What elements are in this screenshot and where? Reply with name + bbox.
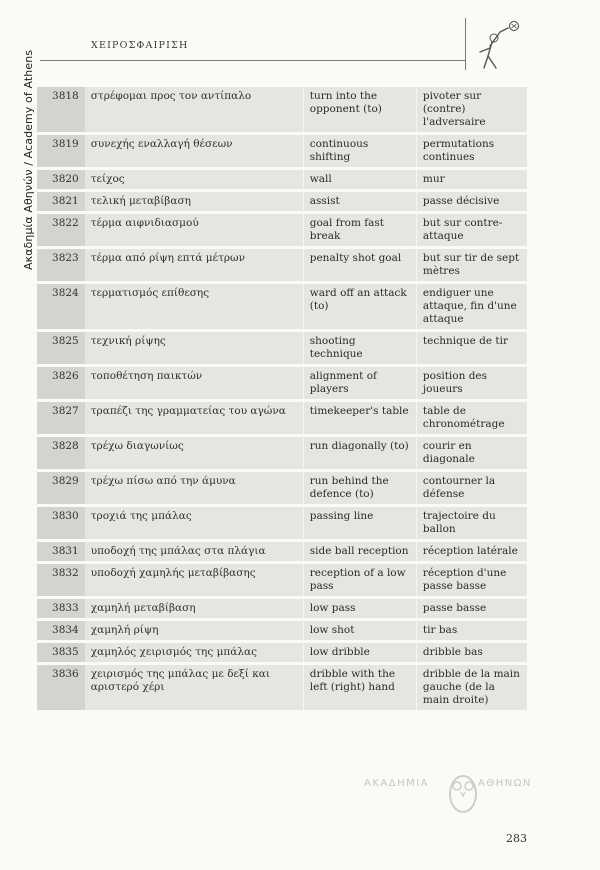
table-row: [37, 249, 527, 281]
english-term: dribble with the left (right) hand: [303, 665, 416, 710]
greek-term: στρέφομαι προς τον αντίπαλο: [85, 87, 303, 132]
french-term: réception latérale: [416, 542, 527, 561]
table-row: [37, 665, 527, 710]
english-term: turn into the opponent (to): [303, 87, 416, 132]
english-term: low dribble: [303, 643, 416, 662]
english-term: goal from fast break: [303, 214, 416, 246]
entry-number: 3825: [37, 332, 85, 364]
entry-number: 3831: [37, 542, 85, 561]
french-term: courir en diagonale: [416, 437, 527, 469]
english-term: side ball reception: [303, 542, 416, 561]
table-row: [37, 437, 527, 469]
english-term: continuous shifting: [303, 135, 416, 167]
entry-number: 3836: [37, 665, 85, 710]
greek-term: τερματισμός επίθεσης: [85, 284, 303, 329]
french-term: passe décisive: [416, 192, 527, 211]
table-row: [37, 472, 527, 504]
greek-term: τείχος: [85, 170, 303, 189]
french-term: pivoter sur (contre) l'adversaire: [416, 87, 527, 132]
entry-number: 3824: [37, 284, 85, 329]
entry-number: 3826: [37, 367, 85, 399]
french-term: dribble de la main gauche (de la main droite): [416, 665, 527, 710]
header-logo: [465, 18, 526, 70]
entry-number: 3827: [37, 402, 85, 434]
greek-term: τεχνική ρίψης: [85, 332, 303, 364]
table-row: [37, 214, 527, 246]
greek-term: τρέχω διαγωνίως: [85, 437, 303, 469]
header-rule: [40, 60, 465, 61]
greek-term: χαμηλός χειρισμός της μπάλας: [85, 643, 303, 662]
page-number: 283: [506, 832, 527, 845]
entry-number: 3823: [37, 249, 85, 281]
entry-number: 3830: [37, 507, 85, 539]
french-term: table de chronométrage: [416, 402, 527, 434]
english-term: shooting technique: [303, 332, 416, 364]
french-term: but sur contre-attaque: [416, 214, 527, 246]
english-term: penalty shot goal: [303, 249, 416, 281]
english-term: reception of a low pass: [303, 564, 416, 596]
entry-number: 3822: [37, 214, 85, 246]
table-row: [37, 621, 527, 640]
entry-number: 3818: [37, 87, 85, 132]
table-row: [37, 170, 527, 189]
table-row: [37, 643, 527, 662]
english-term: run diagonally (to): [303, 437, 416, 469]
french-term: passe basse: [416, 599, 527, 618]
french-term: endiguer une attaque, fin d'une attaque: [416, 284, 527, 329]
entry-number: 3828: [37, 437, 85, 469]
greek-term: τοποθέτηση παικτών: [85, 367, 303, 399]
greek-term: τραπέζι της γραμματείας του αγώνα: [85, 402, 303, 434]
english-term: low pass: [303, 599, 416, 618]
greek-term: τελική μεταβίβαση: [85, 192, 303, 211]
greek-term: τρέχω πίσω από την άμυνα: [85, 472, 303, 504]
english-term: assist: [303, 192, 416, 211]
french-term: trajectoire du ballon: [416, 507, 527, 539]
owl-emblem-icon: [445, 768, 481, 816]
greek-term: υποδοχή χαμηλής μεταβίβασης: [85, 564, 303, 596]
entry-number: 3834: [37, 621, 85, 640]
side-stamp: [22, 40, 36, 270]
entry-number: 3832: [37, 564, 85, 596]
greek-term: τροχιά της μπάλας: [85, 507, 303, 539]
handball-player-icon: [470, 18, 526, 70]
entry-number: 3819: [37, 135, 85, 167]
entry-number: 3821: [37, 192, 85, 211]
greek-term: χαμηλή ρίψη: [85, 621, 303, 640]
french-term: dribble bas: [416, 643, 527, 662]
table-row: [37, 192, 527, 211]
table-row: [37, 542, 527, 561]
entry-number: 3835: [37, 643, 85, 662]
lexicon-table: [37, 84, 527, 713]
french-term: réception d'une passe basse: [416, 564, 527, 596]
entry-number: 3829: [37, 472, 85, 504]
table-row: [37, 367, 527, 399]
greek-term: χειρισμός της μπάλας με δεξί και αριστερό χέρι: [85, 665, 303, 710]
table-row: [37, 402, 527, 434]
side-stamp-text: Ακαδημία Αθηνών / Academy of Athens: [22, 49, 35, 270]
greek-term: υποδοχή της μπάλας στα πλάγια: [85, 542, 303, 561]
table-row: [37, 599, 527, 618]
english-term: ward off an attack (to): [303, 284, 416, 329]
french-term: tir bas: [416, 621, 527, 640]
french-term: technique de tir: [416, 332, 527, 364]
table-row: [37, 564, 527, 596]
greek-term: συνεχής εναλλαγή θέσεων: [85, 135, 303, 167]
greek-term: τέρμα αιφνιδιασμού: [85, 214, 303, 246]
english-term: alignment of players: [303, 367, 416, 399]
french-term: mur: [416, 170, 527, 189]
watermark-right-text: ΑΘΗΝΩΝ: [478, 778, 532, 789]
table-row: [37, 87, 527, 132]
table-row: [37, 332, 527, 364]
entry-number: 3820: [37, 170, 85, 189]
english-term: run behind the defence (to): [303, 472, 416, 504]
english-term: low shot: [303, 621, 416, 640]
french-term: position des joueurs: [416, 367, 527, 399]
watermark-left-text: ΑΚΑΔΗΜΙΑ: [364, 778, 430, 789]
greek-term: χαμηλή μεταβίβαση: [85, 599, 303, 618]
table-row: [37, 135, 527, 167]
page-header-title: ΧΕΙΡΟΣΦΑΙΡΙΣΗ: [91, 40, 189, 51]
table-row: [37, 507, 527, 539]
entry-number: 3833: [37, 599, 85, 618]
french-term: but sur tir de sept mètres: [416, 249, 527, 281]
french-term: contourner la défense: [416, 472, 527, 504]
english-term: passing line: [303, 507, 416, 539]
french-term: permutations continues: [416, 135, 527, 167]
english-term: wall: [303, 170, 416, 189]
greek-term: τέρμα από ρίψη επτά μέτρων: [85, 249, 303, 281]
table-row: [37, 284, 527, 329]
english-term: timekeeper's table: [303, 402, 416, 434]
